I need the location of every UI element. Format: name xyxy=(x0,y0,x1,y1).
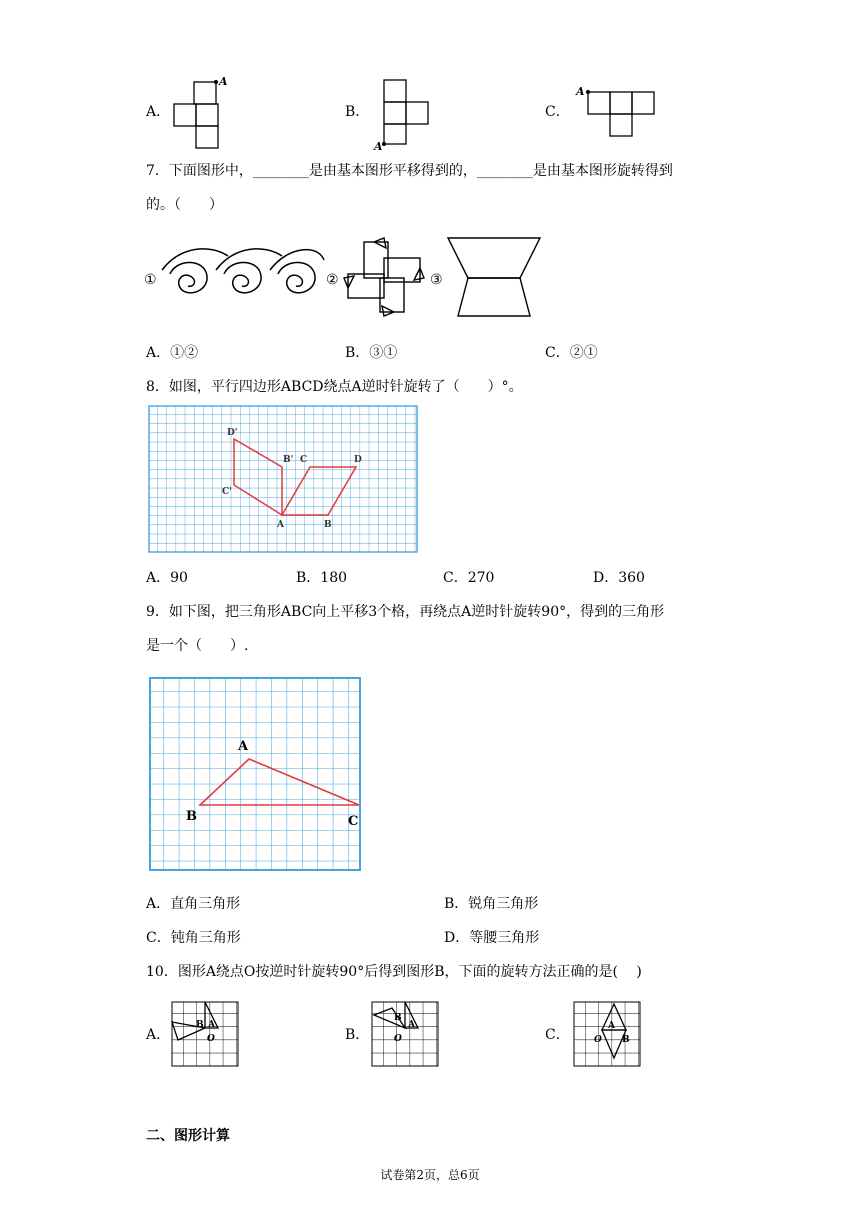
q8-label-d-prime: D' xyxy=(227,428,238,438)
q6-net-b xyxy=(372,76,432,152)
q8-label-d: D xyxy=(354,455,362,465)
q6-b-point-label: A xyxy=(374,140,383,153)
q7-stem-line1: 7．下面图形中，________是由基本图形平移得到的，________是由基本图形旋转得到 xyxy=(146,163,673,179)
q9-label-c: C xyxy=(348,814,359,829)
q9-option-d[interactable]: D．等腰三角形 xyxy=(444,930,540,946)
q6-net-a xyxy=(172,75,232,150)
q8-stem: 8．如图，平行四边形ABCD绕点A逆时针旋转了（ ）°。 xyxy=(146,379,523,395)
q9-grid-figure xyxy=(148,676,364,874)
q6-option-b-label[interactable]: B． xyxy=(345,104,370,120)
page-footer: 试卷第2页，总6页 xyxy=(380,1168,480,1182)
q10-b-label-b: B xyxy=(394,1013,402,1023)
q10-b-label-a: A xyxy=(408,1020,415,1030)
q8-label-a: A xyxy=(277,520,284,530)
q8-option-d[interactable]: D．360 xyxy=(593,570,645,586)
q9-stem-line1: 9．如下图，把三角形ABC向上平移3个格，再绕点A逆时针旋转90°，得到的三角形 xyxy=(146,604,665,620)
q8-grid xyxy=(149,406,417,552)
q8-option-c[interactable]: C．270 xyxy=(443,570,495,586)
q9-label-b: B xyxy=(186,809,197,824)
q6-c-point-label: A xyxy=(576,85,585,98)
q9-option-a[interactable]: A．直角三角形 xyxy=(146,896,241,912)
q7-spiral-figure xyxy=(160,240,326,314)
q7-fig2-label: ② xyxy=(326,272,339,288)
q7-option-a[interactable]: A．①② xyxy=(146,345,199,361)
q8-option-b[interactable]: B．180 xyxy=(296,570,348,586)
q9-option-b[interactable]: B．锐角三角形 xyxy=(444,896,539,912)
q9-option-c[interactable]: C．钝角三角形 xyxy=(146,930,241,946)
q8-option-a[interactable]: A．90 xyxy=(146,570,188,586)
q10-b-label-o: O xyxy=(394,1034,402,1044)
q10-stem: 10．图形A绕点O按逆时针旋转90°后得到图形B，下面的旋转方法正确的是( ) xyxy=(146,964,642,980)
q6-option-a-label[interactable]: A． xyxy=(146,104,171,120)
q7-fig1-label: ① xyxy=(144,272,157,288)
q6-net-c xyxy=(572,84,658,140)
q7-pinwheel-figure xyxy=(344,238,424,316)
q6-option-c-label[interactable]: C． xyxy=(545,104,570,120)
q10-figure-a xyxy=(170,1000,242,1068)
q6-a-point-label: A xyxy=(219,75,228,88)
q7-option-b[interactable]: B．③① xyxy=(345,345,398,361)
q10-figure-b xyxy=(370,1000,442,1068)
q7-trapezoid-figure xyxy=(444,236,544,320)
q10-option-a-label[interactable]: A． xyxy=(146,1027,171,1043)
q10-c-label-o: O xyxy=(594,1035,602,1045)
q9-label-a: A xyxy=(238,739,249,754)
q7-fig3-label: ③ xyxy=(430,272,443,288)
q10-a-label-b: B xyxy=(196,1020,204,1030)
q8-label-b-prime: B' xyxy=(283,455,294,465)
q10-option-c-label[interactable]: C． xyxy=(545,1027,570,1043)
section-heading: 二、图形计算 xyxy=(146,1128,230,1144)
q10-figure-c xyxy=(572,1000,644,1068)
q10-c-label-b: B xyxy=(622,1035,630,1045)
q8-grid-figure xyxy=(148,405,420,555)
q8-label-b: B xyxy=(324,520,332,530)
q9-stem-line2: 是一个（ ）. xyxy=(146,638,249,654)
q8-label-c: C xyxy=(300,455,308,465)
q10-option-b-label[interactable]: B． xyxy=(345,1027,370,1043)
q8-label-c-prime: C' xyxy=(222,487,232,497)
q10-a-label-o: O xyxy=(207,1034,215,1044)
q7-stem-line2: 的。（ ） xyxy=(146,197,223,213)
q7-option-c[interactable]: C．②① xyxy=(545,345,598,361)
q10-c-label-a: A xyxy=(608,1021,615,1031)
q10-a-label-a: A xyxy=(208,1020,215,1030)
q9-grid xyxy=(150,678,360,870)
